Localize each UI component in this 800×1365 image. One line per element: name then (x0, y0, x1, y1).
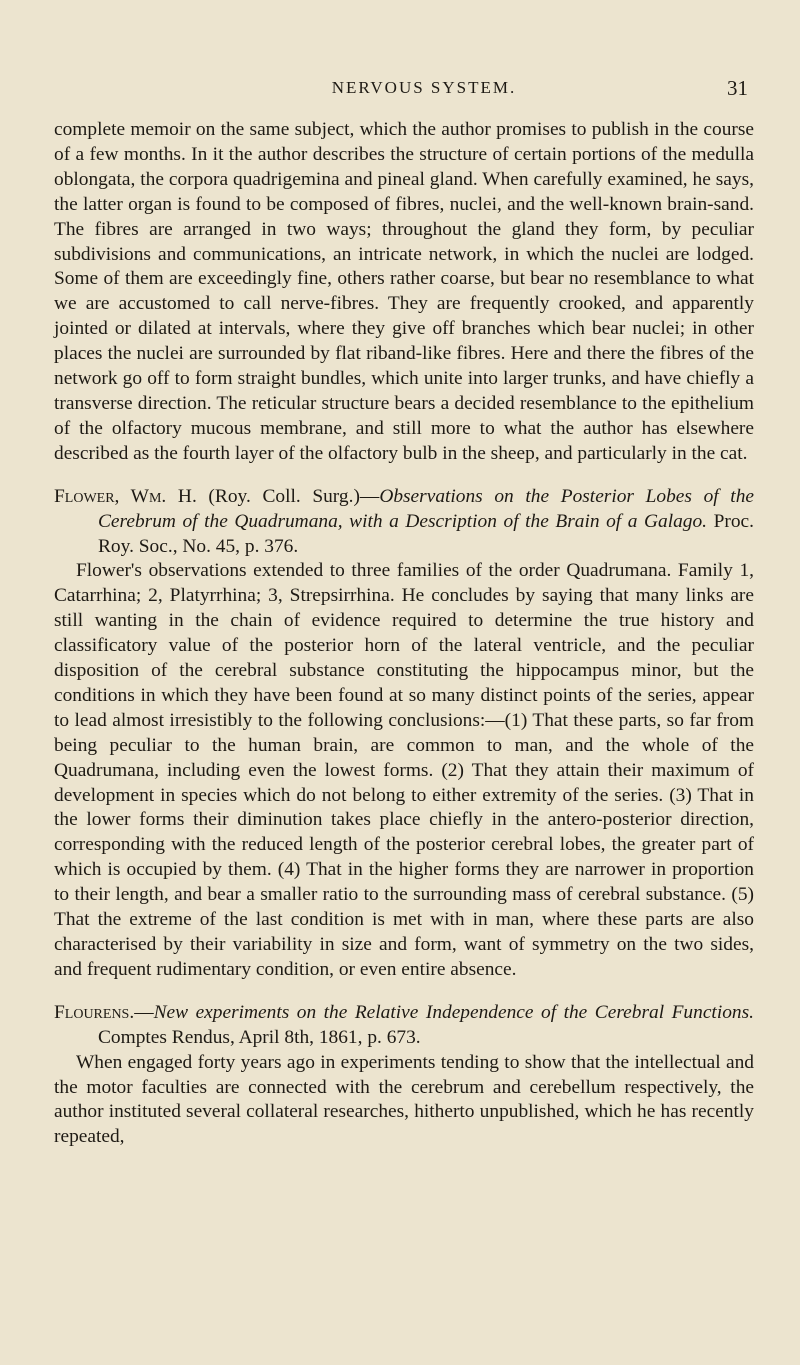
entry-author: Flower, Wm. (54, 485, 167, 507)
entry-title: New experiments on the Relative Independence of the Cerebral Functions. (153, 1001, 754, 1023)
entry-author: Flourens. (54, 1001, 135, 1023)
continued-paragraph: complete memoir on the same subject, which the author promises to publish in the course of a few months. In it the author describes the structure of certain portions of the medulla oblongata, the corpora quadrigemina and pineal gland. When carefully examined, he says, the latter organ is found to be composed of fibres, nuclei, and the well-known brain-sand. The fibres are arranged in two ways; throughout the gland they form, by peculiar subdivisions and communications, an intricate network, in which the nuclei are lodged. Some of them are exceedingly fine, others rather coarse, but bear no resemblance to what we are accustomed to call nerve-fibres. They are frequently crooked, and apparently jointed or dilated at intervals, where they give off branches which bear nuclei; in other places the nuclei are surrounded by flat riband-like fibres. Here and there the fibres of the network go off to form straight bundles, which unite into larger trunks, and have chiefly a transverse direction. The reticular structure bears a decided resemblance to the epithelium of the olfactory mucous membrane, and still more to what the author has elsewhere described as the fourth layer of the olfactory bulb in the sheep, and particularly in the cat. (54, 119, 754, 464)
page-header (54, 78, 754, 106)
page-number: 31 (727, 76, 748, 100)
entry-source: Proc. Roy. Soc., No. 45, p. 376. (98, 510, 754, 557)
entry-citation (54, 485, 754, 560)
entry-credentials: H. (Roy. Coll. Surg.)— (166, 485, 380, 507)
bibliographic-entry-flower (54, 485, 754, 983)
entry-dash: — (134, 1001, 154, 1023)
entry-citation (54, 1001, 754, 1051)
entry-abstract: Flower's observations extended to three families of the order Quadrumana. Family 1, Catarrhina; 2, Platyrrhina; 3, Strepsirrhina. He concludes by saying that many links are still wanting in the chain of evidence required to determine the true history and classificatory value of the posterior horn of the lateral ventricle, and the peculiar disposition of the cerebral substance constituting the hippocampus minor, but the conditions in which they have been found at so many distinct points of the series, appear to lead almost irresistibly to the following conclusions:—(1) That these parts, so far from being peculiar to the human brain, are common to man, and the whole of the Quadrumana, including even the lowest forms. (2) That they attain their maximum of development in species which do not belong to either extremity of the series. (3) That in the lower forms their diminution takes place chiefly in the antero-posterior direction, corresponding with the reduced length of the posterior cerebral lobes, the greater part of which is occupied by them. (4) That in the higher forms they are narrower in proportion to their length, and bear a smaller ratio to the surrounding mass of cerebral substance. (5) That the extreme of the last condition is met with in man, where these parts are also characterised by their variability in size and form, want of symmetry on the two sides, and frequent rudimentary condition, or even entire absence. (54, 560, 754, 980)
bibliographic-entry-flourens (54, 1001, 754, 1150)
entry-source: Comptes Rendus, April 8th, 1861, p. 673. (98, 1026, 421, 1048)
entry-title: Observations on the Posterior Lobes of the Cerebrum of the Quadrumana, with a Description of the Brain of a Galago. (98, 485, 754, 532)
page-body (54, 118, 754, 1150)
running-title: NERVOUS SYSTEM. (331, 78, 517, 97)
entry-abstract: When engaged forty years ago in experiments tending to show that the intellectual and the motor faculties are connected with the cerebrum and cerebellum respectively, the author instituted several collateral researches, hitherto unpublished, which he has recently repeated, (54, 1051, 754, 1148)
